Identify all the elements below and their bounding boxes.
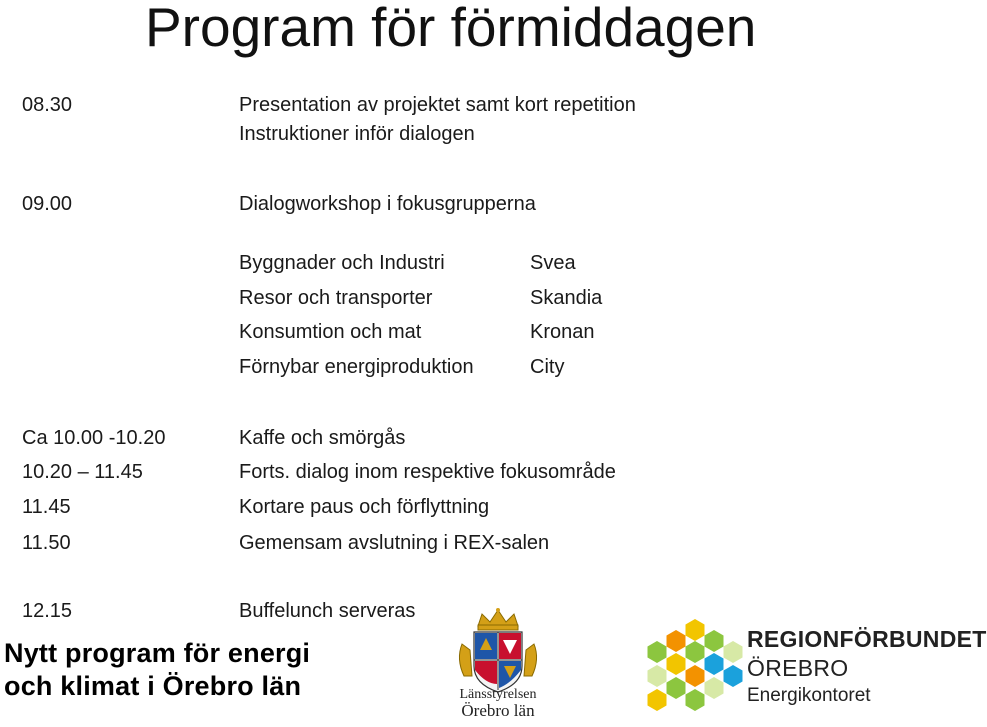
page-title: Program för förmiddagen: [145, 0, 757, 58]
hexagon-shape: [705, 677, 724, 699]
lansstyrelsen-name: Länsstyrelsen: [459, 687, 537, 702]
group-topic: Förnybar energiproduktion: [239, 356, 474, 378]
schedule-time: 10.20 – 11.45: [22, 461, 143, 483]
workshop-text: Dialogworkshop i fokusgrupperna: [239, 193, 536, 215]
hexagon-shape: [648, 641, 667, 663]
hexagon-shape: [686, 689, 705, 711]
hexagon-shape: [667, 653, 686, 675]
hexagon-shape: [705, 653, 724, 675]
schedule-item: Kaffe och smörgås: [239, 427, 406, 449]
time-0900: 09.00: [22, 193, 73, 215]
program-name-line1: Nytt program för energi: [4, 638, 311, 668]
lunch-time: 12.15: [22, 600, 73, 622]
group-topic: Byggnader och Industri: [239, 252, 445, 274]
hexagon-logo: [645, 618, 745, 722]
crown-icon: [478, 608, 518, 630]
hexagon-shape: [724, 665, 743, 687]
schedule-time: 11.50: [22, 532, 71, 554]
group-room: Skandia: [530, 287, 603, 309]
coat-of-arms-logo: [448, 604, 548, 694]
lunch-text: Buffelunch serveras: [239, 600, 416, 622]
region-city: ÖREBRO: [747, 655, 849, 681]
lansstyrelsen-county: Örebro län: [461, 701, 535, 720]
hexagon-shape: [648, 689, 667, 711]
hexagon-shape: [648, 665, 667, 687]
hexagon-shape: [705, 630, 724, 652]
schedule-item: Kortare paus och förflyttning: [239, 496, 490, 518]
schedule-time: 11.45: [22, 496, 71, 518]
group-room: Kronan: [530, 321, 595, 343]
group-room: Svea: [530, 252, 576, 274]
hexagon-shape: [667, 630, 686, 652]
region-name: REGIONFÖRBUNDET: [747, 626, 987, 652]
schedule-item: Forts. dialog inom respektive fokusområde: [239, 461, 616, 483]
presentation-text: Presentation av projektet samt kort repetition: [239, 94, 636, 116]
hexagon-shape: [686, 619, 705, 641]
hexagon-shape: [667, 677, 686, 699]
hexagon-shape: [724, 641, 743, 663]
schedule-item: Gemensam avslutning i REX-salen: [239, 532, 550, 554]
schedule-time: Ca 10.00 -10.20: [22, 427, 166, 449]
time-0830: 08.30: [22, 94, 73, 116]
region-department: Energikontoret: [747, 685, 871, 706]
hexagon-shape: [686, 641, 705, 663]
group-room: City: [530, 356, 565, 378]
lansstyrelsen-label: [448, 688, 548, 720]
program-name-line2: och klimat i Örebro län: [4, 671, 302, 701]
group-topic: Resor och transporter: [239, 287, 433, 309]
instructions-text: Instruktioner inför dialogen: [239, 123, 475, 145]
group-topic: Konsumtion och mat: [239, 321, 422, 343]
hexagon-shape: [686, 665, 705, 687]
